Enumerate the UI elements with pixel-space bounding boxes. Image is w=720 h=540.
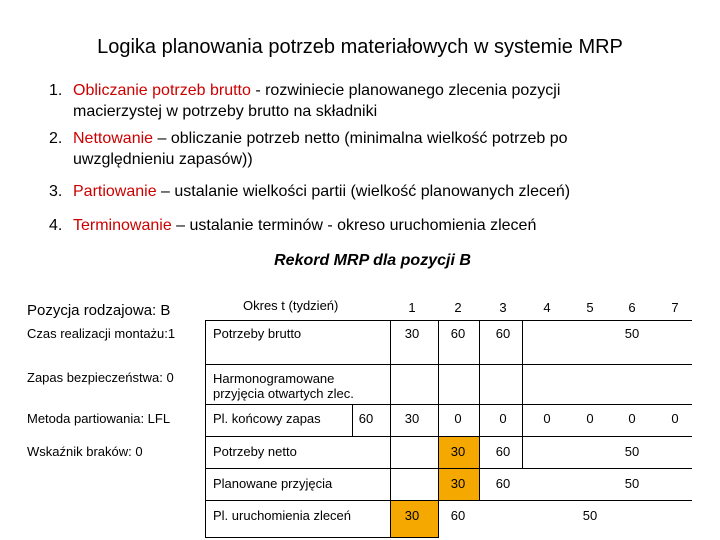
table-divider xyxy=(205,320,692,321)
cell-net-p3: 60 xyxy=(495,444,511,459)
cell-release-p2: 60 xyxy=(450,508,466,523)
cell-release-p1: 30 xyxy=(404,508,420,523)
cell-gross-p1: 30 xyxy=(404,326,420,341)
mrp-steps-list xyxy=(40,80,700,239)
item-label: Pozycja rodzajowa: B xyxy=(27,302,171,319)
period-3: 3 xyxy=(499,300,507,315)
cell-net-p2: 30 xyxy=(450,444,466,459)
table-border xyxy=(205,320,206,538)
row-label-projected-inventory: Pl. końcowy zapas xyxy=(213,411,321,426)
list-item xyxy=(40,181,700,215)
table-divider xyxy=(205,364,692,365)
cell-receipts-p6: 50 xyxy=(624,476,640,491)
period-1: 1 xyxy=(408,300,416,315)
step-term: Terminowanie xyxy=(73,217,172,234)
lot-method-label: Metoda partiowania: LFL xyxy=(27,411,171,426)
lead-time-label: Czas realizacji montażu:1 xyxy=(27,326,176,341)
period-7: 7 xyxy=(671,300,679,315)
cell-release-p5: 50 xyxy=(582,508,598,523)
table-divider xyxy=(438,320,439,538)
step-description: – ustalanie terminów - okreso uruchomienia zleceń xyxy=(171,217,537,234)
cell-inventory-p4: 0 xyxy=(543,411,551,426)
cell-inventory-p6: 0 xyxy=(628,411,636,426)
row-label-gross-req: Potrzeby brutto xyxy=(213,326,302,341)
period-header: Okres t (tydzień) xyxy=(243,298,339,313)
step-term: Obliczanie potrzeb brutto xyxy=(73,82,251,99)
cell-inventory-p1: 30 xyxy=(404,411,420,426)
list-item xyxy=(40,80,700,128)
step-description-cont: macierzystej w potrzeby brutto na składniki xyxy=(73,103,378,120)
table-divider xyxy=(205,500,692,501)
table-divider xyxy=(522,320,523,468)
table-divider xyxy=(479,320,480,500)
cell-net-p6: 50 xyxy=(624,444,640,459)
row-label-planned-receipts: Planowane przyjęcia xyxy=(213,476,333,491)
table-divider xyxy=(205,404,692,405)
list-number: 3. xyxy=(49,183,63,200)
table-divider xyxy=(205,537,438,538)
row-label-net-req: Potrzeby netto xyxy=(213,444,297,459)
row-label-planned-releases: Pl. uruchomienia zleceń xyxy=(213,508,352,523)
step-term: Nettowanie xyxy=(73,130,154,147)
cell-gross-p6: 50 xyxy=(624,326,640,341)
list-item xyxy=(40,215,700,239)
step-description: - rozwiniecie planowanego zlecenia pozycji xyxy=(250,82,561,99)
list-number: 4. xyxy=(49,217,63,234)
cell-inventory-p7: 0 xyxy=(671,411,679,426)
period-6: 6 xyxy=(628,300,636,315)
list-number: 1. xyxy=(49,82,63,99)
cell-gross-p2: 60 xyxy=(450,326,466,341)
table-divider xyxy=(205,468,692,469)
cell-inventory-p2: 0 xyxy=(454,411,462,426)
cell-inventory-p5: 0 xyxy=(586,411,594,426)
cell-gross-p3: 60 xyxy=(495,326,511,341)
cell-inventory-p3: 0 xyxy=(499,411,507,426)
scrap-label: Wskaźnik braków: 0 xyxy=(27,444,143,459)
safety-stock-label: Zapas bezpieczeństwa: 0 xyxy=(27,370,174,385)
step-term: Partiowanie xyxy=(73,183,157,200)
list-item xyxy=(40,128,700,181)
row-label-scheduled-receipts: Harmonogramowane przyjęcia otwartych zlec. xyxy=(213,371,354,401)
cell-receipts-p2: 30 xyxy=(450,476,466,491)
step-description-cont: uwzględnieniu zapasów)) xyxy=(73,151,253,168)
period-4: 4 xyxy=(543,300,551,315)
step-description: – ustalanie wielkości partii (wielkość planowanych zleceń) xyxy=(156,183,571,200)
table-divider xyxy=(390,320,391,538)
cell-receipts-p3: 60 xyxy=(495,476,511,491)
list-number: 2. xyxy=(49,130,63,147)
table-title: Rekord MRP dla pozycji B xyxy=(274,252,471,269)
page-title: Logika planowania potrzeb materiałowych w systemie MRP xyxy=(97,36,623,58)
period-5: 5 xyxy=(586,300,594,315)
period-2: 2 xyxy=(454,300,462,315)
step-description: – obliczanie potrzeb netto (minimalna wielkość potrzeb po xyxy=(153,130,568,147)
table-divider xyxy=(205,436,692,437)
initial-inventory: 60 xyxy=(358,411,374,426)
